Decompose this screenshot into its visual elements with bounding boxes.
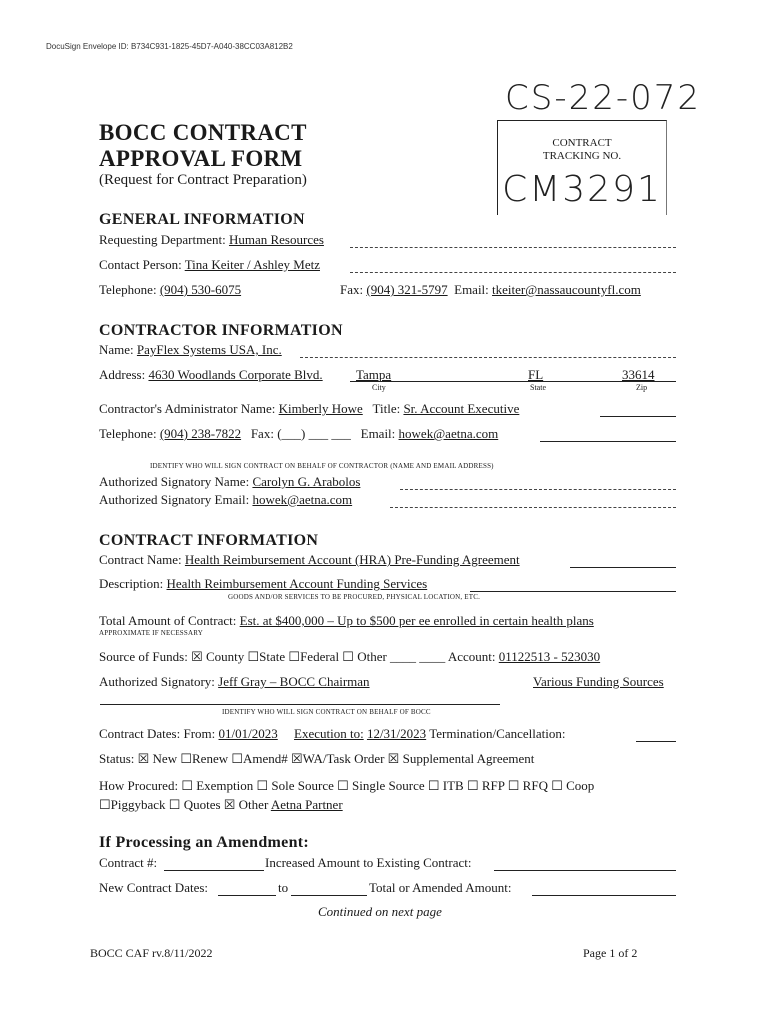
footer-revision: BOCC CAF rv.8/11/2022 [90, 946, 213, 960]
amount-value[interactable]: Est. at $400,000 – Up to $500 per ee enrolled in certain health plans [239, 613, 594, 628]
dates-term-label: Termination/Cancellation: [429, 726, 566, 741]
contractor-fax-value[interactable]: (___) ___ ___ [277, 426, 351, 441]
contract-name-value[interactable]: Health Reimbursement Account (HRA) Pre-Funding Agreement [184, 552, 520, 567]
total-line[interactable] [532, 895, 676, 896]
phone-label: Telephone: [99, 282, 157, 297]
contractor-email-line [540, 441, 676, 442]
sig-name-line [400, 489, 676, 490]
procured-row-1[interactable]: How Procured: ☐ Exemption ☐ Sole Source ☐ Single Source ☐ ITB ☐ RFP ☐ RFQ ☐ Coop [99, 778, 595, 793]
auth-caption: IDENTIFY WHO WILL SIGN CONTRACT ON BEHALF OF BOCC [222, 708, 431, 716]
increased-line[interactable] [494, 870, 676, 871]
contract-heading: CONTRACT INFORMATION [99, 532, 319, 549]
contact-line [350, 272, 676, 273]
term-line [636, 741, 676, 742]
dates-row [99, 726, 565, 742]
fax-value[interactable]: (904) 321-5797 [366, 282, 448, 297]
description-line [470, 591, 676, 592]
city-caption: City [372, 383, 386, 392]
funds-text[interactable]: Source of Funds: ☒ County ☐State ☐Federal ☐ Other ____ ____ [99, 649, 446, 664]
contract-num-label: Contract #: [99, 855, 158, 870]
dates-from-label: Contract Dates: From: [99, 726, 216, 741]
identify-contractor-note: IDENTIFY WHO WILL SIGN CONTRACT ON BEHALF OF CONTRACTOR (NAME AND EMAIL ADDRESS) [150, 462, 494, 470]
contact-label: Contact Person: [99, 257, 182, 272]
zip-caption: Zip [636, 383, 648, 392]
continued-note: Continued on next page [318, 904, 442, 919]
general-fax-email-row [340, 282, 641, 298]
sig-name-row [99, 474, 360, 490]
tracking-box [497, 120, 667, 215]
contractor-phone-value[interactable]: (904) 238-7822 [159, 426, 242, 441]
contact-row [99, 257, 320, 273]
dept-line [350, 247, 676, 248]
email-value[interactable]: tkeiter@nassaucountyfl.com [492, 282, 641, 297]
form-subtitle: (Request for Contract Preparation) [99, 172, 307, 188]
amount-row [99, 613, 594, 629]
contractor-email-value[interactable]: howek@aetna.com [398, 426, 499, 441]
city-value[interactable]: Tampa [356, 367, 392, 382]
tracking-label-1: CONTRACT [552, 137, 612, 149]
dates-exec-value[interactable]: 12/31/2023 [366, 726, 427, 741]
contractor-phone-label: Telephone: [99, 426, 157, 441]
footer-page-number: Page 1 of 2 [583, 946, 638, 960]
description-label: Description: [99, 576, 164, 591]
title-label: Title: [372, 401, 401, 416]
admin-label: Contractor's Administrator Name: [99, 401, 276, 416]
general-heading: GENERAL INFORMATION [99, 211, 305, 228]
total-label: Total or Amended Amount: [369, 880, 512, 895]
handwritten-number: CS-22-072 [505, 78, 702, 118]
tracking-number: CM3291 [502, 169, 662, 210]
contractor-heading: CONTRACTOR INFORMATION [99, 322, 343, 339]
auth-label: Authorized Signatory: [99, 674, 215, 689]
tracking-label-2: TRACKING NO. [542, 150, 622, 162]
procured-other-value[interactable]: Aetna Partner [270, 797, 343, 812]
contractor-name-line [300, 357, 676, 358]
envelope-id: DocuSign Envelope ID: B734C931-1825-45D7-A040-38CC03A812B2 [46, 42, 293, 51]
contractor-email-label: Email: [360, 426, 396, 441]
contractor-name-row [99, 342, 282, 358]
new-dates-to-line[interactable] [291, 895, 367, 896]
sig-email-value[interactable]: howek@aetna.com [252, 492, 353, 507]
amendment-heading: If Processing an Amendment: [99, 834, 310, 851]
state-caption: State [530, 383, 546, 392]
contract-num-line[interactable] [164, 870, 264, 871]
contractor-name-label: Name: [99, 342, 134, 357]
amount-label: Total Amount of Contract: [99, 613, 237, 628]
form-title-line2: APPROVAL FORM [99, 146, 303, 171]
status-row[interactable]: Status: ☒ New ☐Renew ☐Amend# ☒WA/Task Order ☒ Supplemental Agreement [99, 751, 535, 766]
admin-value[interactable]: Kimberly Howe [278, 401, 363, 416]
zip-value[interactable]: 33614 [622, 367, 655, 382]
address-row [99, 367, 323, 383]
sig-name-value[interactable]: Carolyn G. Arabolos [252, 474, 361, 489]
description-row [99, 576, 427, 592]
increased-label: Increased Amount to Existing Contract: [265, 855, 472, 870]
procured-options[interactable]: ☐Piggyback ☐ Quotes ☒ Other [99, 797, 269, 812]
auth-sig-line [100, 704, 500, 705]
form-title-line1: BOCC CONTRACT [99, 120, 307, 145]
admin-row [99, 401, 519, 417]
contact-value[interactable]: Tina Keiter / Ashley Metz [184, 257, 320, 272]
dates-exec-label: Execution to: [294, 726, 364, 741]
requesting-dept-row [99, 232, 324, 248]
sig-name-label: Authorized Signatory Name: [99, 474, 250, 489]
sig-email-label: Authorized Signatory Email: [99, 492, 250, 507]
dept-label: Requesting Department: [99, 232, 226, 247]
address-line [350, 381, 676, 382]
contract-name-row [99, 552, 520, 568]
auth-value[interactable]: Jeff Gray – BOCC Chairman [218, 674, 370, 689]
description-value[interactable]: Health Reimbursement Account Funding Services [166, 576, 428, 591]
account-label: Account: [447, 649, 496, 664]
contractor-fax-label: Fax: [250, 426, 274, 441]
general-phone-row [99, 282, 241, 298]
new-dates-label: New Contract Dates: [99, 880, 209, 895]
contract-name-line [570, 567, 676, 568]
sig-email-line [390, 507, 676, 508]
funds-row [99, 649, 600, 665]
state-value[interactable]: FL [528, 367, 544, 382]
title-value[interactable]: Sr. Account Executive [403, 401, 520, 416]
to-label: to [278, 880, 289, 895]
amount-caption: APPROXIMATE IF NECESSARY [99, 629, 203, 637]
dates-from-value[interactable]: 01/01/2023 [218, 726, 278, 741]
description-caption: GOODS AND/OR SERVICES TO BE PROCURED, PHYSICAL LOCATION, ETC. [228, 593, 481, 601]
contract-name-label: Contract Name: [99, 552, 182, 567]
new-dates-from-line[interactable] [218, 895, 276, 896]
dept-value[interactable]: Human Resources [228, 232, 324, 247]
fax-label: Fax: [340, 282, 364, 297]
auth-signatory-row [99, 674, 370, 690]
contractor-name-value[interactable]: PayFlex Systems USA, Inc. [136, 342, 282, 357]
sig-email-row [99, 492, 352, 508]
account-value[interactable]: 01122513 - 523030 [498, 649, 601, 664]
contractor-phone-row [99, 426, 498, 442]
address-value[interactable]: 4630 Woodlands Corporate Blvd. [148, 367, 323, 382]
phone-value[interactable]: (904) 530-6075 [159, 282, 242, 297]
title-line [600, 416, 676, 417]
auth-extra[interactable]: Various Funding Sources [533, 674, 664, 689]
address-label: Address: [99, 367, 146, 382]
procured-row-2 [99, 797, 343, 813]
email-label: Email: [454, 282, 489, 297]
